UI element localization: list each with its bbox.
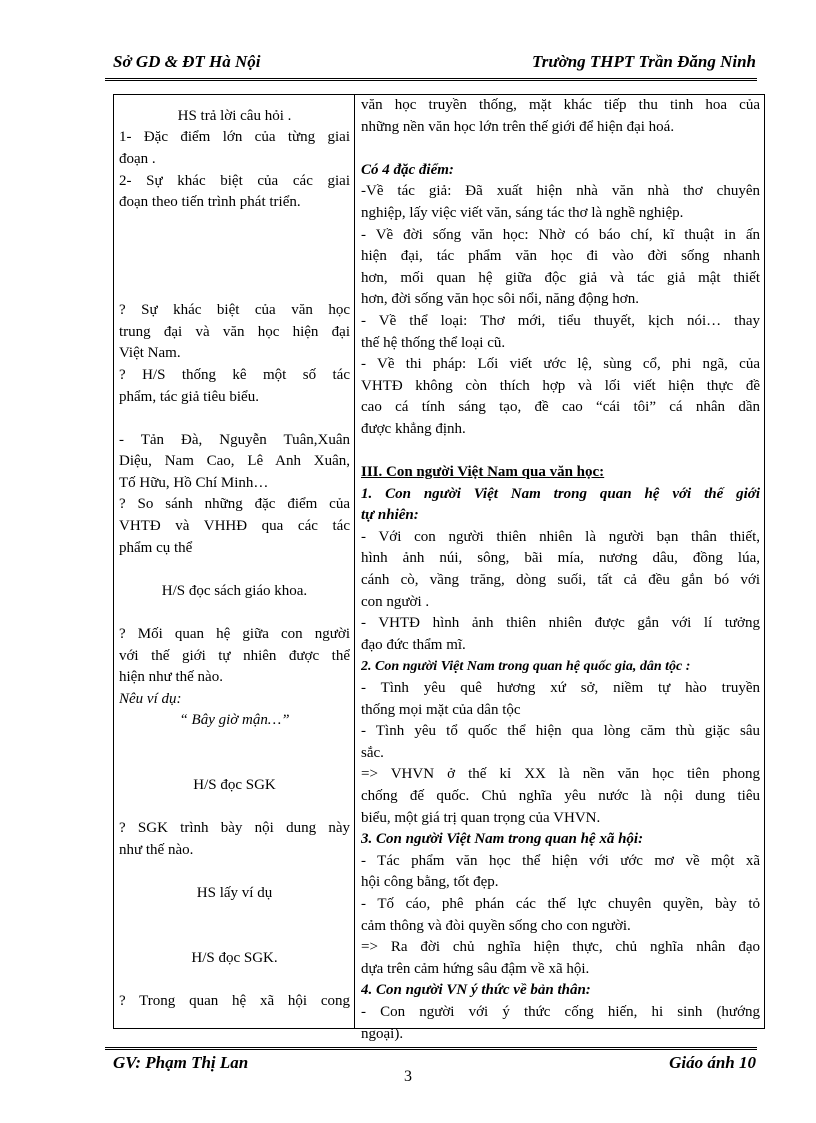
right-line: -Về tác giả: Đã xuất hiện nhà văn nhà thơ chuyên	[361, 183, 760, 200]
left-line: Diệu, Nam Cao, Lê Anh Xuân,	[119, 453, 350, 470]
left-line: với thế giới tự nhiên được thể	[119, 647, 350, 664]
left-line: ? Sự khác biệt của văn học	[119, 302, 350, 319]
teacher-student-activities-column	[114, 95, 354, 1013]
right-line: thế hệ thống thể loại cũ.	[361, 334, 506, 351]
right-line: ngoại).	[361, 1025, 404, 1042]
left-line: 2- Sự khác biệt của các giai	[119, 172, 350, 189]
left-line: ? SGK trình bày nội dung này	[119, 820, 350, 837]
subsection-heading: 2. Con người Việt Nam trong quan hệ quốc gia, dân tộc :	[361, 659, 691, 675]
left-line: H/S đọc SGK	[193, 777, 276, 794]
right-line: hơn, mối quan hệ giữa độc giả và tác giả mật thiết	[361, 269, 760, 286]
right-line: => Ra đời chủ nghĩa hiện thực, chủ nghĩa nhân đạo	[361, 939, 760, 956]
right-line: Có 4 đặc điểm:	[361, 161, 454, 178]
right-line: - Với con người thiên nhiên là người bạn thân thiết,	[361, 528, 760, 545]
right-line: hơn, đời sống văn học sôi nổi, năng động hơn.	[361, 291, 639, 308]
left-line: Việt Nam.	[119, 345, 181, 362]
left-line: ? Trong quan hệ xã hội cong	[119, 993, 350, 1010]
left-line: hiện như thế nào.	[119, 669, 223, 686]
footer-rule	[105, 1047, 757, 1050]
right-line: hội công bằng, tốt đẹp.	[361, 874, 499, 891]
subsection-heading: tự nhiên:	[361, 507, 419, 524]
right-line: cánh cò, vầng trăng, dòng suối, tất cả đều gắn bó với	[361, 572, 760, 589]
left-line: phẩm, tác giả tiêu biểu.	[119, 388, 259, 405]
right-line: con người .	[361, 593, 430, 610]
right-line: dựa trên cảm hứng sâu đậm về xã hội.	[361, 960, 590, 977]
subsection-heading: 3. Con người Việt Nam trong quan hệ xã hội:	[361, 831, 644, 848]
right-line: nghiệp, lấy việc viết văn, sáng tác thơ là nghề nghiệp.	[361, 204, 684, 221]
header-rule	[105, 78, 757, 81]
right-line: - Con người với ý thức cống hiến, hi sinh (hướng	[361, 1003, 760, 1020]
left-line: Tố Hữu, Hồ Chí Minh…	[119, 474, 269, 491]
left-line: “ Bây giờ mận…”	[179, 712, 290, 729]
right-line: - Về thể loại: Thơ mới, tiểu thuyết, kịch nói… thay	[361, 312, 760, 329]
right-line: => VHVN ở thế kỉ XX là nền văn học tiên phong	[361, 766, 760, 783]
right-line: cao cá tính sáng tạo, đề cao “cái tôi” cá nhân dần	[361, 399, 760, 416]
right-line: hình ảnh núi, sông, bãi mía, nương dâu, đồng lúa,	[361, 550, 760, 567]
left-line: 1- Đặc điểm lớn của từng giai	[119, 129, 350, 146]
right-line: hiện đại, tác phẩm văn học đi vào đời sống nhanh	[361, 248, 760, 265]
right-line: - Tình yêu quê hương xứ sở, niềm tự hào truyền	[361, 680, 760, 697]
footer-document-title: Giáo ánh 10	[669, 1053, 756, 1072]
lesson-table	[113, 94, 765, 1042]
right-line: - Tố cáo, phê phán các thế lực chuyên quyền, bày tỏ	[361, 895, 760, 912]
left-line: H/S đọc sách giáo khoa.	[161, 582, 308, 599]
left-line: HS lấy ví dụ	[196, 885, 273, 902]
right-line: - VHTĐ hình ảnh thiên nhiên được gắn với lí tưởng	[361, 615, 760, 632]
right-line: đạo đức thẩm mĩ.	[361, 636, 466, 653]
left-line: trung đại và văn học hiện đại	[119, 323, 350, 340]
subsection-heading: 1. Con người Việt Nam trong quan hệ với thế giới	[361, 485, 760, 502]
subsection-heading: 4. Con người VN ý thức về bản thân:	[361, 982, 591, 999]
left-line: Nêu ví dụ:	[119, 690, 182, 707]
left-line: như thế nào.	[119, 841, 194, 858]
header-school-department: Sở GD & ĐT Hà Nội	[113, 52, 261, 71]
right-line: sắc.	[361, 744, 384, 761]
right-line: - Tình yêu tổ quốc thể hiện qua lòng căm thù giặc sâu	[361, 723, 760, 740]
header-school-name: Trường THPT Trần Đăng Ninh	[532, 52, 756, 71]
right-line: được khẳng định.	[361, 420, 466, 437]
right-line: chống đế quốc. Chủ nghĩa yêu nước là nội dung tiêu	[361, 788, 760, 804]
right-line: văn học truyền thống, mặt khác tiếp thu tinh hoa của	[361, 97, 760, 113]
left-line: H/S đọc SGK.	[191, 949, 278, 966]
right-line: cảm thông và đòi quyền sống cho con người.	[361, 917, 631, 934]
right-line: - Về đời sống văn học: Nhờ có báo chí, kĩ thuật in ấn	[361, 226, 760, 243]
right-line: những nền văn học lớn trên thế giới để hiện đại hoá.	[361, 118, 675, 135]
right-line: VHTĐ không còn thích hợp và lối viết hiện thực đề	[361, 377, 760, 394]
right-line: thống mọi mặt của dân tộc	[361, 701, 521, 718]
right-line: biểu, một giá trị quan trọng của VHVN.	[361, 809, 601, 826]
left-line: đoạn .	[119, 150, 156, 167]
right-line: - Tác phẩm văn học thể hiện với ước mơ về một xã	[361, 852, 760, 869]
right-line: - Về thi pháp: Lối viết ước lệ, sùng cổ, phi ngã, của	[361, 356, 760, 373]
page-number: 3	[404, 1068, 412, 1085]
lesson-content-column	[355, 95, 764, 1045]
footer-teacher-name: GV: Phạm Thị Lan	[113, 1053, 249, 1072]
left-line: đoạn theo tiến trình phát triển.	[119, 194, 301, 211]
left-line: ? H/S thống kê một số tác	[119, 366, 350, 383]
left-line: phẩm cụ thể	[119, 539, 193, 556]
left-line: ? Mối quan hệ giữa con người	[119, 626, 350, 643]
section-heading: III. Con người Việt Nam qua văn học:	[361, 464, 605, 481]
left-line: - Tản Đà, Nguyễn Tuân,Xuân	[119, 431, 350, 448]
left-line: ? So sánh những đặc điểm của	[119, 496, 350, 513]
left-line: VHTĐ và VHHĐ qua các tác	[119, 518, 350, 535]
left-line: HS trả lời câu hỏi .	[177, 107, 292, 124]
